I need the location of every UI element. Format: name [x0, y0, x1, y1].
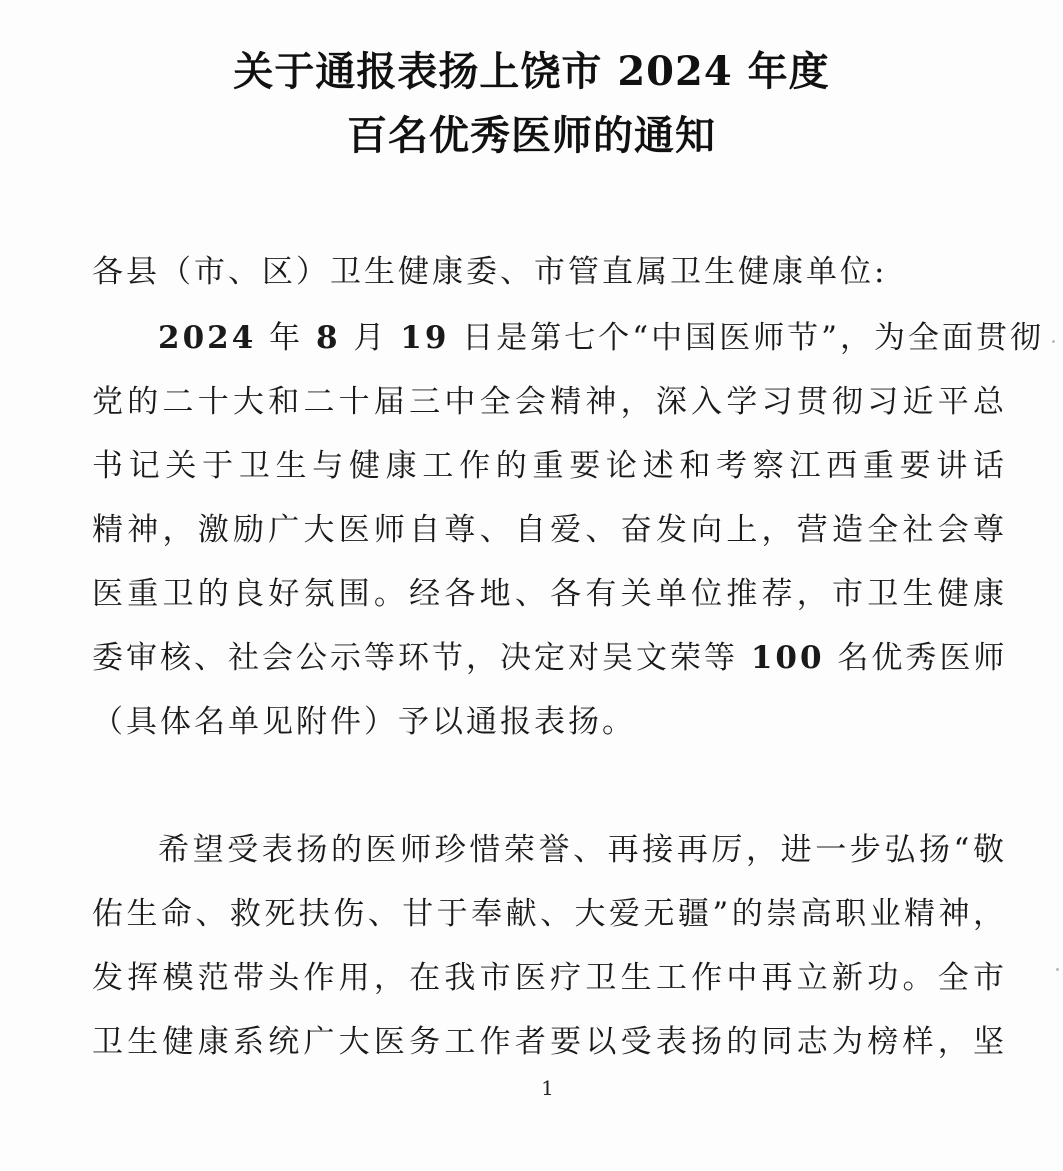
scan-speck	[1056, 968, 1059, 971]
salutation: 各县（市、区）卫生健康委、市管直属卫生健康单位:	[92, 254, 888, 290]
page-number: 1	[541, 1076, 554, 1100]
paragraph-2-line: 发挥模范带头作用，在我市医疗卫生工作中再立新功。全市	[92, 960, 1007, 996]
paragraph-1-line: 书记关于卫生与健康工作的重要论述和考察江西重要讲话	[92, 448, 1007, 484]
document-title-line-1: 关于通报表扬上饶市 2024 年度	[233, 48, 830, 95]
paragraph-2-line: 卫生健康系统广大医务工作者要以受表扬的同志为榜样，坚	[92, 1024, 1007, 1060]
paragraph-1-line: 医重卫的良好氛围。经各地、各有关单位推荐，市卫生健康	[92, 576, 1007, 612]
paragraph-1-line: 委审核、社会公示等环节，决定对吴文荣等 100 名优秀医师	[92, 640, 1008, 676]
paragraph-1	[92, 306, 1044, 754]
paragraph-1-line: 党的二十大和二十届三中全会精神，深入学习贯彻习近平总	[92, 384, 1007, 420]
paragraph-1-line: （具体名单见附件）予以通报表扬。	[92, 704, 636, 740]
paragraph-2-line: 佑生命、救死扶伤、甘于奉献、大爱无疆”的崇高职业精神，	[92, 896, 1007, 932]
paragraph-1-line: 2024 年 8 月 19 日是第七个“中国医师节”，为全面贯彻	[158, 320, 1044, 356]
paragraph-2	[92, 818, 1007, 1074]
paragraph-1-line: 精神，激励广大医师自尊、自爱、奋发向上，营造全社会尊	[92, 512, 1007, 548]
document-title-line-2: 百名优秀医师的通知	[347, 112, 716, 159]
scan-speck	[1052, 340, 1055, 343]
paragraph-2-line: 希望受表扬的医师珍惜荣誉、再接再厉，进一步弘扬“敬	[158, 832, 1007, 868]
